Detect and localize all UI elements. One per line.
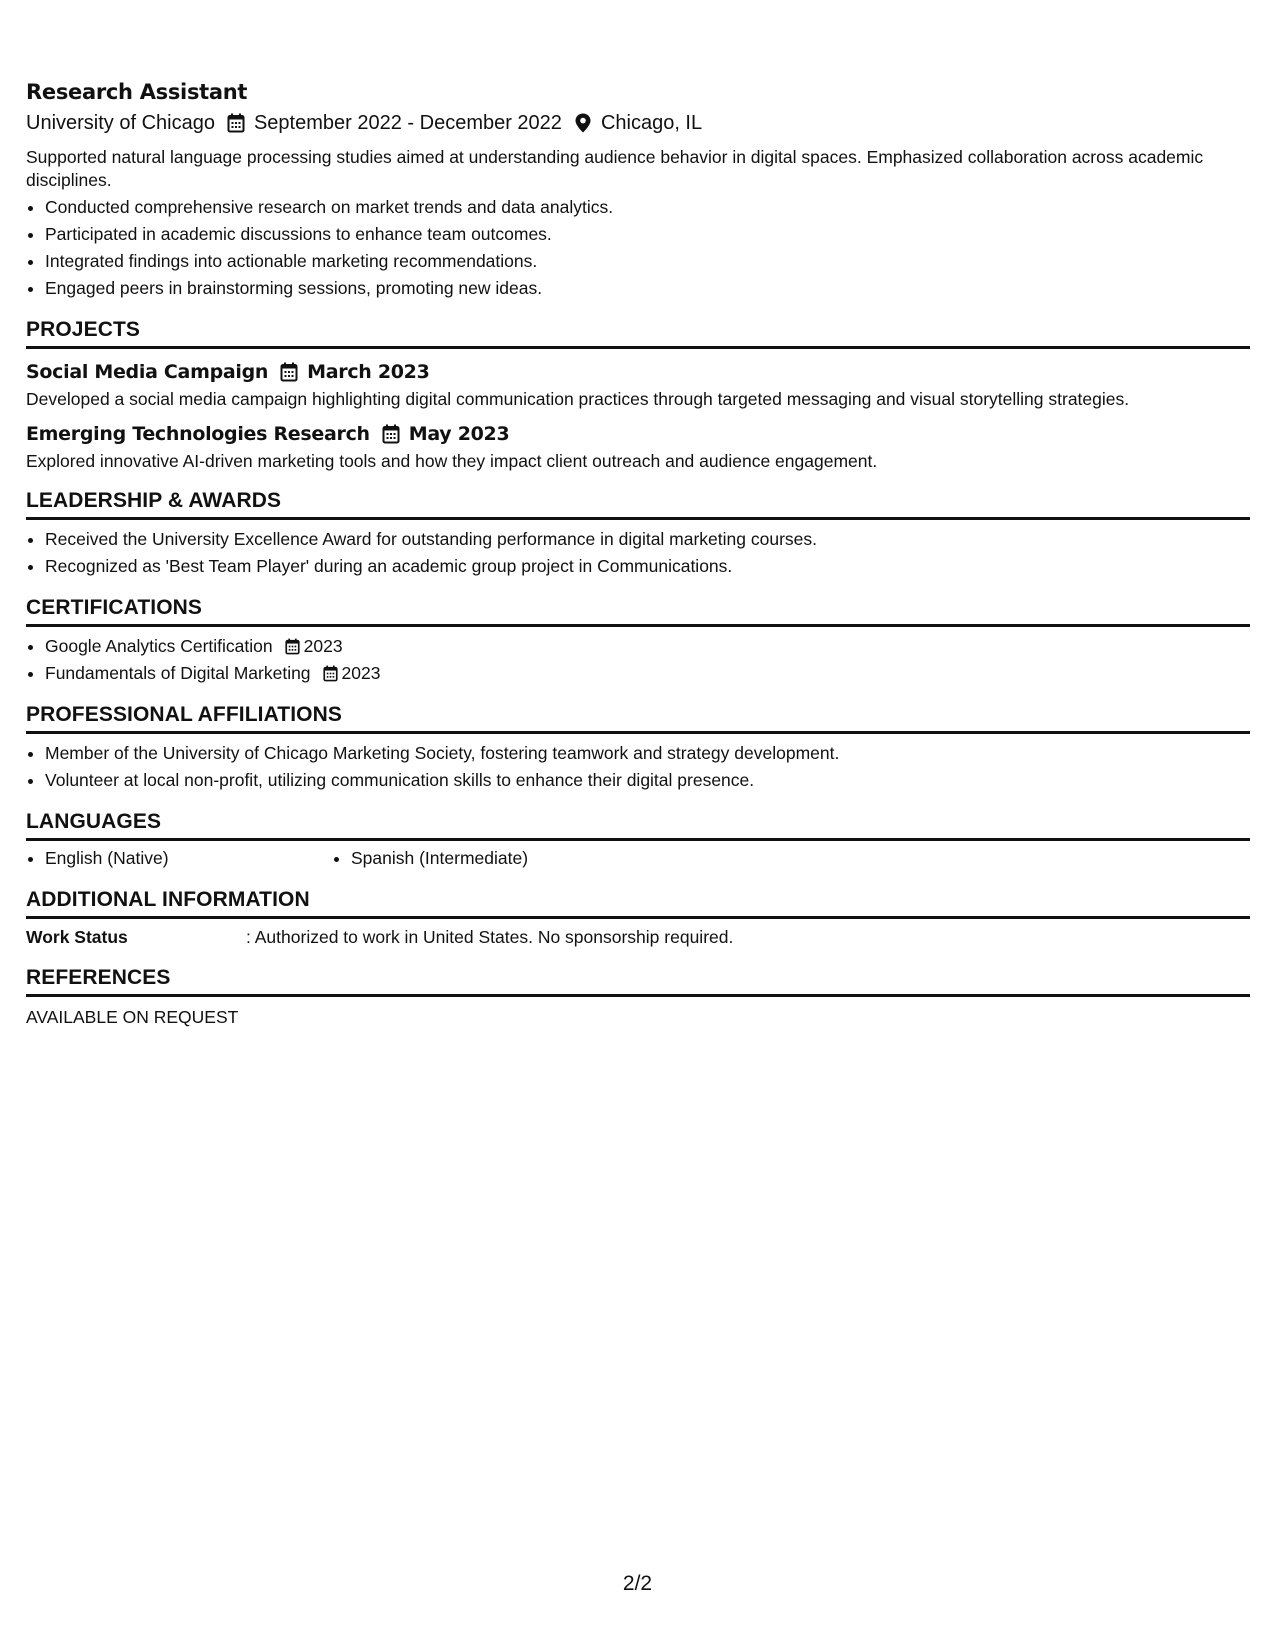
list-item: • Engaged peers in brainstorming sessions, promoting new ideas. [45, 275, 1250, 302]
section-title-additional: ADDITIONAL INFORMATION [26, 886, 1250, 919]
job-title: Research Assistant [26, 80, 248, 104]
list-item: • English (Native) [45, 845, 351, 872]
job-location: Chicago, IL [600, 112, 703, 134]
calendar-icon [280, 362, 298, 382]
affiliations-list [26, 740, 1250, 794]
section-title-references: REFERENCES [26, 964, 1250, 997]
project-date: May 2023 [408, 423, 510, 445]
references-text: AVAILABLE ON REQUEST [26, 1007, 239, 1027]
list-item: • Integrated findings into actionable marketing recommendations. [45, 248, 1250, 275]
list-item: • Volunteer at local non-profit, utilizing communication skills to enhance their digital presence. [45, 767, 1250, 794]
section-title-affiliations: PROFESSIONAL AFFILIATIONS [26, 701, 1250, 734]
list-item: • Spanish (Intermediate) [351, 845, 657, 872]
experience-entry [26, 78, 1250, 302]
additional-section [26, 886, 1250, 950]
list-item [45, 633, 1250, 660]
calendar-icon [285, 638, 300, 655]
certification-name: • Fundamentals of Digital Marketing [45, 663, 311, 683]
page-number: 2/2 [622, 1572, 653, 1595]
resume-page [26, 78, 1250, 1030]
project-description: Explored innovative AI-driven marketing tools and how they impact client outreach and audience engagement. [26, 451, 878, 471]
section-title-languages: LANGUAGES [26, 808, 1250, 841]
certification-year: 2023 [341, 663, 381, 683]
job-dates: September 2022 - December 2022 [253, 112, 562, 134]
leadership-section [26, 487, 1250, 580]
section-title-leadership: LEADERSHIP & AWARDS [26, 487, 1250, 520]
list-item: • Member of the University of Chicago Marketing Society, fostering teamwork and strategy development. [45, 740, 1250, 767]
job-organization: University of Chicago [26, 112, 215, 134]
list-item: • Conducted comprehensive research on market trends and data analytics. [45, 194, 1250, 221]
projects-section [26, 316, 1250, 473]
references-section [26, 964, 1250, 1030]
list-item: • Received the University Excellence Award for outstanding performance in digital marketing courses. [45, 526, 1250, 553]
certification-year: 2023 [303, 636, 343, 656]
list-item [45, 660, 1250, 687]
section-title-certifications: CERTIFICATIONS [26, 594, 1250, 627]
project-name: Social Media Campaign [26, 361, 269, 383]
calendar-icon [382, 424, 400, 444]
affiliations-section [26, 701, 1250, 794]
job-description: Supported natural language processing studies aimed at understanding audience behavior in digital spaces. Emphasized collaboration across academic disciplines. [26, 147, 1204, 190]
project-name: Emerging Technologies Research [26, 423, 370, 445]
leadership-list [26, 526, 1250, 580]
job-bullets [26, 194, 1250, 302]
languages-list [26, 845, 1250, 872]
job-meta [26, 109, 1250, 137]
work-status-label: Work Status [26, 927, 128, 947]
certification-name: • Google Analytics Certification [45, 636, 273, 656]
map-pin-icon [574, 113, 592, 133]
section-title-projects: PROJECTS [26, 316, 1250, 349]
certifications-list [26, 633, 1250, 687]
project-header [26, 359, 1250, 385]
list-item: • Participated in academic discussions to enhance team outcomes. [45, 221, 1250, 248]
project-date: March 2023 [307, 361, 430, 383]
languages-section [26, 808, 1250, 872]
certifications-section [26, 594, 1250, 687]
work-status-row [26, 924, 1250, 950]
calendar-icon [323, 665, 338, 682]
project-description: Developed a social media campaign highlighting digital communication practices through targeted messaging and visual storytelling strategies. [26, 389, 1130, 409]
list-item: • Recognized as 'Best Team Player' during an academic group project in Communications. [45, 553, 1250, 580]
work-status-value: : Authorized to work in United States. No sponsorship required. [246, 927, 734, 947]
calendar-icon [227, 113, 245, 133]
project-header [26, 421, 1250, 447]
